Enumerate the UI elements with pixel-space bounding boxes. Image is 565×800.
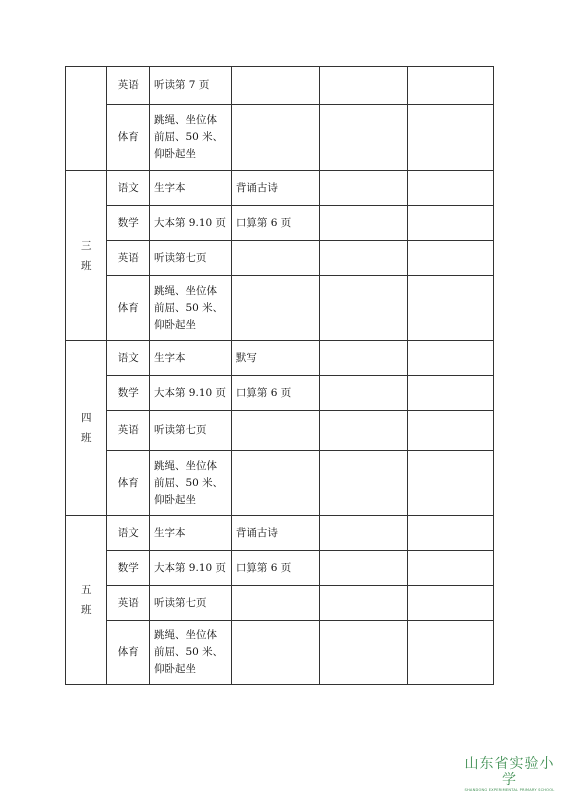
task-cell: 跳绳、坐位体前屈、50 米、仰卧起坐	[149, 105, 231, 171]
task-cell	[231, 411, 319, 451]
blank-cell	[407, 516, 493, 551]
table-row	[66, 411, 494, 451]
subject-cell: 英语	[107, 411, 149, 451]
subject-cell: 英语	[107, 67, 149, 105]
task-cell: 跳绳、坐位体前屈、50 米、仰卧起坐	[149, 276, 231, 341]
class-cell	[66, 516, 107, 685]
class-name-char: 五	[80, 584, 92, 596]
blank-cell	[407, 551, 493, 586]
table-row	[66, 105, 494, 171]
blank-cell	[407, 67, 493, 105]
task-cell: 默写	[231, 341, 319, 376]
blank-cell	[407, 341, 493, 376]
homework-table	[65, 66, 494, 685]
task-cell: 大本第 9.10 页	[149, 206, 231, 241]
task-cell: 大本第 9.10 页	[149, 376, 231, 411]
blank-cell	[407, 206, 493, 241]
task-cell: 口算第 6 页	[231, 551, 319, 586]
task-cell: 口算第 6 页	[231, 376, 319, 411]
table-row	[66, 276, 494, 341]
blank-cell	[319, 551, 407, 586]
task-cell: 跳绳、坐位体前屈、50 米、仰卧起坐	[149, 451, 231, 516]
subject-cell: 体育	[107, 621, 149, 685]
task-cell: 生字本	[149, 171, 231, 206]
blank-cell	[407, 241, 493, 276]
blank-cell	[319, 67, 407, 105]
blank-cell	[319, 341, 407, 376]
school-logo-english: SHANDONG EXPERIMENTAL PRIMARY SCHOOL	[464, 788, 555, 792]
subject-cell: 语文	[107, 341, 149, 376]
class-name-char: 班	[80, 604, 92, 616]
class-name-char: 班	[80, 432, 92, 444]
task-cell	[231, 67, 319, 105]
class-cell	[66, 171, 107, 341]
blank-cell	[319, 451, 407, 516]
task-cell: 听读第七页	[149, 586, 231, 621]
task-cell: 听读第七页	[149, 241, 231, 276]
school-logo-name: 山东省实验小学	[464, 756, 555, 788]
blank-cell	[319, 171, 407, 206]
class-name-char: 四	[80, 412, 92, 424]
task-cell: 背诵古诗	[231, 171, 319, 206]
table-row	[66, 551, 494, 586]
subject-cell: 语文	[107, 171, 149, 206]
subject-cell: 体育	[107, 276, 149, 341]
table-row	[66, 206, 494, 241]
subject-cell: 数学	[107, 551, 149, 586]
class-name-char: 班	[80, 259, 92, 272]
blank-cell	[319, 276, 407, 341]
class-cell	[66, 341, 107, 516]
subject-cell: 数学	[107, 206, 149, 241]
table-row	[66, 241, 494, 276]
task-cell	[231, 621, 319, 685]
task-cell	[231, 276, 319, 341]
task-cell: 跳绳、坐位体前屈、50 米、仰卧起坐	[149, 621, 231, 685]
blank-cell	[407, 171, 493, 206]
blank-cell	[407, 621, 493, 685]
class-cell	[66, 67, 107, 171]
table-row	[66, 376, 494, 411]
task-cell	[231, 105, 319, 171]
blank-cell	[319, 241, 407, 276]
table-row	[66, 586, 494, 621]
blank-cell	[407, 451, 493, 516]
task-cell	[231, 241, 319, 276]
blank-cell	[407, 411, 493, 451]
table-row	[66, 621, 494, 685]
table-row	[66, 516, 494, 551]
blank-cell	[319, 206, 407, 241]
blank-cell	[407, 376, 493, 411]
task-cell: 口算第 6 页	[231, 206, 319, 241]
subject-cell: 数学	[107, 376, 149, 411]
blank-cell	[319, 621, 407, 685]
subject-cell: 语文	[107, 516, 149, 551]
blank-cell	[407, 276, 493, 341]
blank-cell	[319, 411, 407, 451]
task-cell: 大本第 9.10 页	[149, 551, 231, 586]
task-cell: 背诵古诗	[231, 516, 319, 551]
blank-cell	[319, 105, 407, 171]
task-cell: 听读第 7 页	[149, 67, 231, 105]
school-logo	[462, 756, 557, 793]
table-row	[66, 451, 494, 516]
subject-cell: 英语	[107, 241, 149, 276]
table-row	[66, 341, 494, 376]
task-cell	[231, 451, 319, 516]
table-row	[66, 67, 494, 105]
subject-cell: 体育	[107, 105, 149, 171]
blank-cell	[407, 586, 493, 621]
task-cell: 生字本	[149, 516, 231, 551]
blank-cell	[407, 105, 493, 171]
blank-cell	[319, 516, 407, 551]
table-row	[66, 171, 494, 206]
subject-cell: 英语	[107, 586, 149, 621]
blank-cell	[319, 586, 407, 621]
task-cell	[231, 586, 319, 621]
subject-cell: 体育	[107, 451, 149, 516]
task-cell: 听读第七页	[149, 411, 231, 451]
class-name-char: 三	[80, 239, 92, 252]
blank-cell	[319, 376, 407, 411]
task-cell: 生字本	[149, 341, 231, 376]
